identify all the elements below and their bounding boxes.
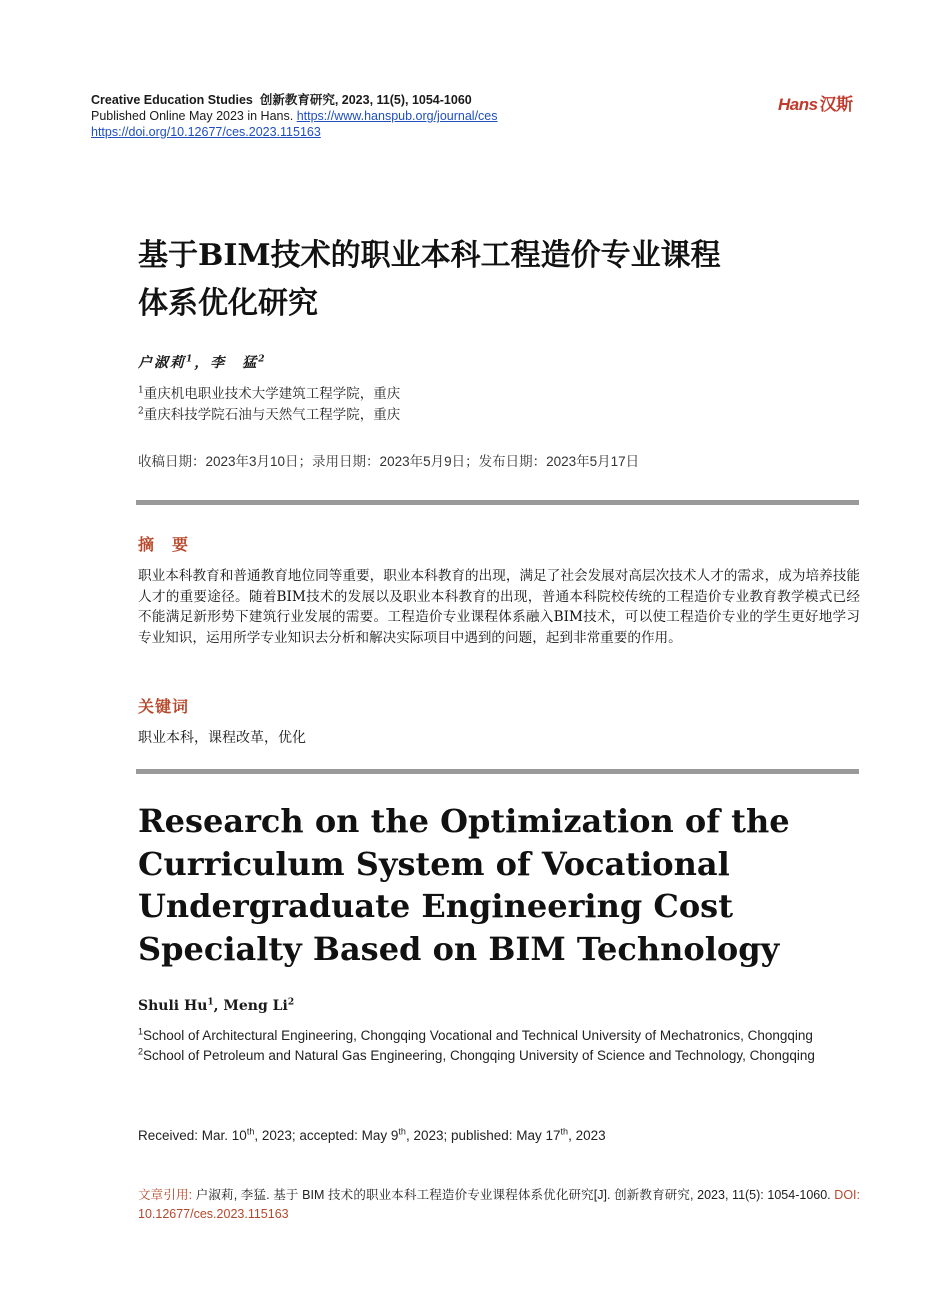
published-text: Published Online May 2023 in Hans.: [91, 109, 294, 123]
logo-cn: 汉斯: [819, 95, 853, 114]
en-author-1-sup: 1: [207, 997, 214, 1008]
cn-affil-1: [138, 384, 400, 405]
citation-doi[interactable]: DOI: 10.12677/ces.2023.115163: [138, 1188, 860, 1221]
divider-bottom: [136, 769, 859, 774]
cn-affil-2-sup: 2: [138, 406, 144, 417]
en-author-2-sup: 2: [287, 997, 295, 1008]
citation: [138, 1186, 860, 1224]
abstract-heading: 摘 要: [138, 535, 190, 554]
cn-dates: 收稿日期：2023年3月10日；录用日期：2023年5月9日；发布日期：2023年5月17日: [138, 454, 640, 469]
divider-top: [136, 500, 859, 505]
accepted-sup: th: [398, 1126, 406, 1137]
journal-link[interactable]: https://www.hanspub.org/journal/ces: [296, 109, 498, 123]
received-sup: th: [246, 1126, 255, 1137]
journal-line: [91, 92, 611, 108]
en-affil-1-sup: 1: [138, 1026, 144, 1037]
en-affil-2-text: School of Petroleum and Natural Gas Engineering, Chongqing University of Science and Technology, Chongqing: [143, 1048, 815, 1063]
accepted-date: , 2023; accepted: May 9: [254, 1128, 399, 1143]
en-author-2: Meng Li: [223, 998, 288, 1014]
citation-label: 文章引用:: [138, 1188, 193, 1202]
en-affil-1: [138, 1026, 828, 1046]
en-title-line: Undergraduate Engineering Cost: [138, 887, 733, 925]
en-title-line: Research on the Optimization of the: [138, 802, 790, 840]
doi-line: [91, 124, 611, 140]
doi-link[interactable]: https://doi.org/10.12677/ces.2023.115163: [91, 125, 321, 139]
hans-logo: [778, 90, 853, 115]
journal-name: Creative Education Studies: [91, 93, 253, 107]
cn-author-1-sup: 1: [186, 354, 195, 365]
cn-affil-2-text: 重庆科技学院石油与天然气工程学院，重庆: [143, 407, 401, 423]
citation-text: 户淑莉, 李猛. 基于 BIM 技术的职业本科工程造价专业课程体系优化研究[J]. 创新教育研究, 2023, 11(5): 1054-1060.: [192, 1188, 835, 1202]
received-date: Received: Mar. 10: [138, 1128, 247, 1143]
en-author-1: Shuli Hu: [138, 998, 208, 1014]
en-affil-2-sup: 2: [138, 1046, 144, 1057]
en-affiliations: [138, 1026, 828, 1066]
cn-author-1: 户淑莉: [138, 355, 186, 371]
keywords-text: 职业本科，课程改革，优化: [138, 730, 306, 746]
cn-affil-1-sup: 1: [138, 385, 144, 396]
en-title: [138, 800, 858, 970]
en-affil-1-text: School of Architectural Engineering, Chongqing Vocational and Technical University of Mechatronics, Chongqing: [143, 1028, 813, 1043]
cn-author-2: 李 猛: [210, 355, 259, 371]
en-dates: [138, 1128, 606, 1143]
published-year: , 2023: [568, 1128, 606, 1143]
published-line: [91, 108, 611, 124]
logo-en: Hans: [778, 95, 818, 114]
cn-title: [138, 232, 838, 328]
en-title-line: Specialty Based on BIM Technology: [138, 929, 780, 968]
cn-title-line: 基于BIM技术的职业本科工程造价专业课程: [138, 238, 721, 273]
published-date: , 2023; published: May 17: [405, 1128, 561, 1143]
en-affil-2: [138, 1046, 828, 1066]
en-authors: [138, 998, 294, 1014]
en-author-sep: ,: [213, 998, 224, 1014]
journal-issue: 创新教育研究, 2023, 11(5), 1054-1060: [259, 93, 472, 107]
journal-header: [91, 92, 611, 140]
cn-authors: [138, 352, 267, 372]
keywords-heading: 关键词: [138, 697, 190, 716]
cn-title-line: 体系优化研究: [138, 286, 318, 321]
published-sup: th: [560, 1126, 569, 1137]
cn-affil-2: [138, 405, 400, 426]
cn-affil-1-text: 重庆机电职业技术大学建筑工程学院，重庆: [143, 386, 401, 402]
abstract-text: 职业本科教育和普通教育地位同等重要，职业本科教育的出现，满足了社会发展对高层次技术人才的需求，成为培养技能人才的重要途径。随着BIM技术的发展以及职业本科教育的出现，普通本科院校传统的工程造价专业教育教学模式已经不能满足新形势下建筑行业发展的需要。工程造价专业课程体系融入BIM技术，可以使工程造价专业的学生更好地学习专业知识，运用所学专业知识去分析和解决实际项目中遇到的问题，起到非常重要的作用。: [138, 568, 860, 646]
en-title-line: Curriculum System of Vocational: [138, 844, 730, 883]
cn-author-sep: ，: [194, 355, 211, 371]
cn-affiliations: [138, 384, 400, 426]
cn-author-2-sup: 2: [258, 354, 267, 365]
